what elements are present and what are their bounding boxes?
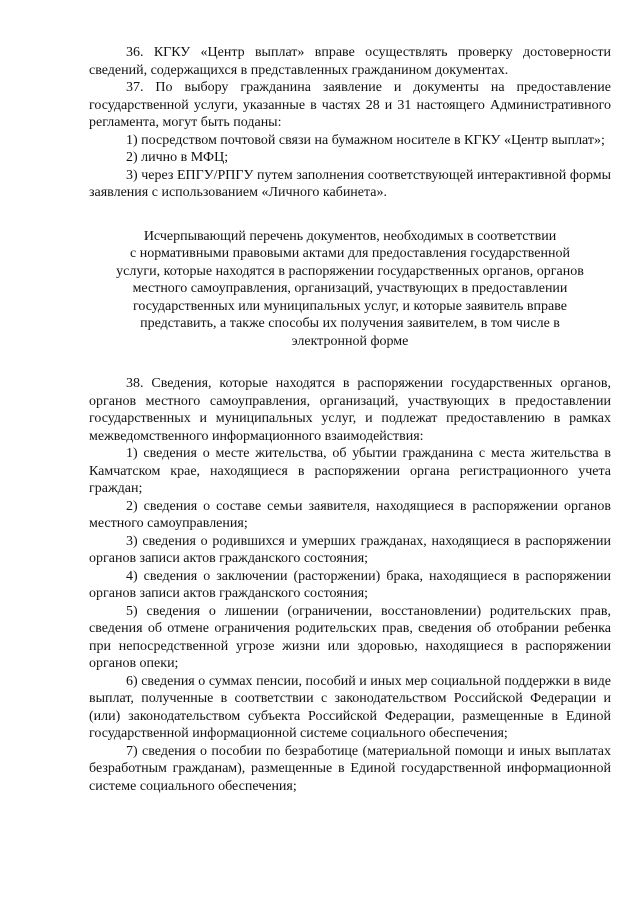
list-item-37-1: 1) посредством почтовой связи на бумажном носителе в КГКУ «Центр выплат»;	[126, 132, 605, 148]
list-item-38-3: 3) сведения о родившихся и умерших гражданах, находящиеся в распоряжении органов записи актов гражданского состояния;	[89, 533, 611, 566]
list-item-38-1: 1) сведения о месте жительства, об убытии гражданина с места жительства в Камчатском крае, находящиеся в распоряжении органа регистрационного учета граждан;	[89, 446, 611, 496]
list-item-38-2: 2) сведения о составе семьи заявителя, находящиеся в распоряжении органов местного самоуправления;	[89, 498, 611, 531]
section-heading	[89, 228, 611, 351]
heading-line: с нормативными правовыми актами для предоставления государственной	[130, 246, 570, 261]
list-item-37-2: 2) лично в МФЦ;	[126, 150, 229, 165]
heading-line: представить, а также способы их получения заявителем, в том числе в	[140, 316, 560, 331]
heading-line: государственных или муниципальных услуг, и которые заявитель вправе	[133, 298, 567, 314]
list-item-38-7: 7) сведения о пособии по безработице (материальной помощи и иных выплатах безработным гражданам), размещенные в Единой государственной информационной системе социального обеспечения;	[89, 743, 611, 794]
heading-line: электронной форме	[291, 333, 409, 349]
list-item-38-5: 5) сведения о лишении (ограничении, восстановлении) родительских прав, сведения об отмене ограничения родительских прав, сведения об отобрании ребенка при непосредственной угрозе жизни или здоровью, находящиеся в распоряжении органов опеки;	[89, 603, 611, 671]
list-item-37-3: 3) через ЕПГУ/РПГУ путем заполнения соответствующей интерактивной формы заявления с использованием «Личного кабинета».	[89, 167, 611, 200]
paragraph-38: 38. Сведения, которые находятся в распоряжении государственных органов, органов местного самоуправления, организаций, участвующих в предоставлении государственных и муниципальных услуг, и подлежат предоставлению в рамках межведомственного информационного взаимодействия:	[89, 376, 611, 444]
heading-line: услуги, которые находятся в распоряжении государственных органов, органов	[116, 263, 584, 279]
document-page	[89, 44, 611, 795]
heading-line: Исчерпывающий перечень документов, необходимых в соответствии	[143, 228, 557, 244]
heading-line: местного самоуправления, организаций, участвующих в предоставлении	[132, 281, 568, 296]
paragraph-37: 37. По выбору гражданина заявление и документы на предоставление государственной услуги, указанные в частях 28 и 31 настоящего Административного регламента, могут быть поданы:	[89, 80, 611, 130]
list-item-38-6: 6) сведения о суммах пенсии, пособий и иных мер социальной поддержки в виде выплат, полученные в соответствии с законодательством Российской Федерации и (или) законодательством субъекта Российской Федерации, размещенные в Единой государственной информационной системе социального обеспечения;	[89, 673, 611, 741]
paragraph-36: 36. КГКУ «Центр выплат» вправе осуществлять проверку достоверности сведений, содержащихся в представленных гражданином документах.	[89, 45, 611, 78]
list-item-38-4: 4) сведения о заключении (расторжении) брака, находящиеся в распоряжении органов записи актов гражданского состояния;	[89, 568, 611, 601]
